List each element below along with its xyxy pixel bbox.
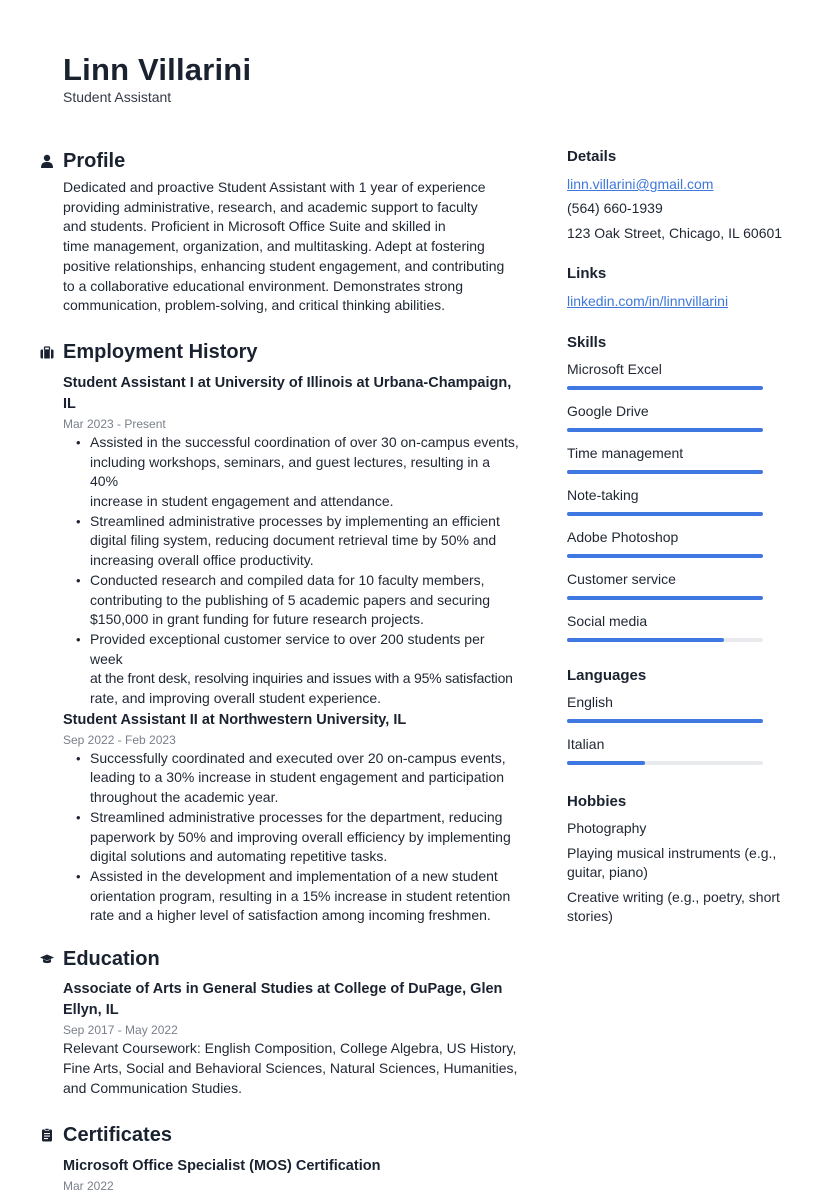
skill-bar <box>567 470 763 474</box>
education-entry <box>63 979 520 1098</box>
bullet-line: orientation program, resulting in a 15% increase in student retention <box>90 887 511 904</box>
profile-line: to a collaborative educational environment. Demonstrates strong <box>63 277 463 294</box>
skill-name: Time management <box>567 445 684 461</box>
language-bar <box>567 719 763 723</box>
skill-bar <box>567 554 763 558</box>
skill-bar-fill <box>567 596 763 600</box>
job-date: Mar 2023 - Present <box>63 416 166 431</box>
skill-item <box>567 528 793 558</box>
bullet-item <box>90 512 520 571</box>
profile-line: providing administrative, research, and academic support to faculty <box>63 198 478 215</box>
language-bar-fill <box>567 719 763 723</box>
job-title-line: IL <box>63 395 76 412</box>
languages-title: Languages <box>567 667 647 684</box>
profile-section <box>40 146 520 316</box>
bullet-line: • Provided exceptional customer service to over 200 students per week <box>90 630 485 667</box>
employment-heading <box>63 338 520 368</box>
language-bar-fill <box>567 761 645 765</box>
bullet-line: • Streamlined administrative processes by implementing an efficient <box>90 512 500 529</box>
briefcase-icon <box>40 346 54 360</box>
hobby-line: Playing musical instruments (e.g., <box>567 844 777 861</box>
hobbies-title: Hobbies <box>567 793 627 810</box>
profile-summary <box>63 178 520 316</box>
bullet-line: • Successfully coordinated and executed over 20 on-campus events, <box>90 749 506 766</box>
links-section <box>567 263 793 311</box>
bullet-line: increase in student engagement and attendance. <box>90 493 394 510</box>
job-title-line: Student Assistant II at Northwestern University, IL <box>63 711 407 728</box>
skill-name: Note-taking <box>567 487 639 503</box>
bullet-item <box>90 433 520 512</box>
certificates-section <box>40 1120 520 1195</box>
certificate-icon <box>40 1128 54 1142</box>
bullet-item <box>90 749 520 808</box>
hobby-line: Photography <box>567 820 647 836</box>
details-section <box>567 146 793 243</box>
candidate-name: Linn Villarini <box>63 52 252 87</box>
bullet-item <box>90 571 520 630</box>
hobby-line: stories) <box>567 908 613 924</box>
employment-section <box>40 338 520 926</box>
skill-item <box>567 570 793 600</box>
linkedin-link[interactable]: linkedin.com/in/linnvillarini <box>567 293 729 309</box>
profile-line: time management, organization, and multitasking. Adept at fostering <box>63 238 485 255</box>
job-date: Sep 2022 - Feb 2023 <box>63 732 176 747</box>
certificate-title: Microsoft Office Specialist (MOS) Certification <box>63 1158 381 1175</box>
job-title <box>63 710 520 731</box>
graduation-cap-icon <box>40 952 54 966</box>
skill-bar <box>567 596 763 600</box>
hobby-line: guitar, piano) <box>567 864 648 880</box>
education-description <box>63 1039 520 1098</box>
language-item <box>567 693 793 723</box>
skills-section <box>567 332 793 642</box>
bullet-line: • Assisted in the development and implementation of a new student <box>90 867 498 884</box>
bullet-line: • Assisted in the successful coordination of over 30 on-campus events, <box>90 433 519 450</box>
language-name: English <box>567 694 613 710</box>
main-column <box>40 146 520 1195</box>
skill-item <box>567 402 793 432</box>
hobby-line: Creative writing (e.g., poetry, short <box>567 888 780 905</box>
skill-bar <box>567 638 763 642</box>
language-name: Italian <box>567 736 605 752</box>
profile-line: communication, problem-solving, and critical thinking abilities. <box>63 297 446 314</box>
education-heading <box>63 944 520 974</box>
bullet-line: leading to a 30% increase in student engagement and participation <box>90 769 505 786</box>
bullet-line: including workshops, seminars, and guest lectures, resulting in a 40% <box>90 453 490 490</box>
skill-bar-fill <box>567 470 763 474</box>
skill-item <box>567 360 793 390</box>
language-bar <box>567 761 763 765</box>
links-title: Links <box>567 265 607 282</box>
skill-item <box>567 612 793 642</box>
education-line: and Communication Studies. <box>63 1079 242 1096</box>
job-bullets <box>63 749 520 926</box>
profile-title: Profile <box>63 149 126 172</box>
skills-list <box>567 360 793 642</box>
skill-name: Adobe Photoshop <box>567 529 679 545</box>
bullet-line: • Streamlined administrative processes for the department, reducing <box>90 808 503 825</box>
hobby-item <box>567 819 793 839</box>
skill-name: Customer service <box>567 571 676 587</box>
details-title: Details <box>567 148 617 165</box>
bullet-line: rate and a higher level of satisfaction among incoming freshmen. <box>90 907 491 924</box>
hobby-item <box>567 844 793 883</box>
employment-title: Employment History <box>63 341 258 364</box>
skill-item <box>567 486 793 516</box>
skill-bar-fill <box>567 512 763 516</box>
language-item <box>567 735 793 765</box>
job-title-line: Student Assistant I at University of Illinois at Urbana-Champaign, <box>63 374 512 391</box>
education-line: Relevant Coursework: English Composition, College Algebra, US History, <box>63 1040 517 1057</box>
bullet-item <box>90 808 520 867</box>
bullet-item <box>90 630 520 709</box>
bullet-line: digital solutions and automating repetitive tasks. <box>90 848 388 865</box>
hobbies-section <box>567 791 793 927</box>
skill-name: Social media <box>567 613 648 629</box>
education-date: Sep 2017 - May 2022 <box>63 1023 178 1038</box>
education-section <box>40 944 520 1098</box>
certificate-entry <box>63 1156 520 1195</box>
degree-title-line: Associate of Arts in General Studies at College of DuPage, Glen <box>63 981 503 998</box>
skill-name: Google Drive <box>567 403 649 419</box>
profile-heading <box>63 146 520 176</box>
bullet-item <box>90 867 520 926</box>
job-title <box>63 373 520 415</box>
bullet-line: digital filing system, reducing document retrieval time by 50% and <box>90 532 497 549</box>
bullet-line: at the front desk, resolving inquiries and issues with a 95% satisfaction <box>90 670 513 687</box>
certificates-heading <box>63 1120 520 1150</box>
candidate-title: Student Assistant <box>63 89 172 105</box>
sidebar-column <box>567 146 793 927</box>
resume-header <box>63 52 251 105</box>
skill-name: Microsoft Excel <box>567 361 662 377</box>
education-line: Fine Arts, Social and Behavioral Sciences, Natural Sciences, Humanities, <box>63 1059 518 1076</box>
job-bullets <box>63 433 520 709</box>
hobby-item <box>567 888 793 927</box>
bullet-line: • Conducted research and compiled data for 10 faculty members, <box>90 571 485 588</box>
bullet-line: paperwork by 50% and improving overall efficiency by implementing <box>90 828 511 845</box>
profile-line: positive relationships, enhancing student engagement, and contributing <box>63 257 505 274</box>
degree-title-line: Ellyn, IL <box>63 1002 119 1019</box>
skill-bar-fill <box>567 386 763 390</box>
education-title: Education <box>63 947 160 970</box>
certificate-date: Mar 2022 <box>63 1179 114 1194</box>
profile-line: Dedicated and proactive Student Assistant with 1 year of experience <box>63 179 486 195</box>
bullet-line: $150,000 in grant funding for future research projects. <box>90 611 424 628</box>
skill-bar <box>567 428 763 432</box>
job-entry <box>63 710 520 926</box>
degree-title <box>63 979 520 1021</box>
person-icon <box>40 154 54 168</box>
certificates-title: Certificates <box>63 1123 172 1146</box>
skill-bar-fill <box>567 554 763 558</box>
job-entry <box>63 373 520 709</box>
skill-item <box>567 444 793 474</box>
address: 123 Oak Street, Chicago, IL 60601 <box>567 224 783 241</box>
bullet-line: rate, and improving overall student experience. <box>90 690 382 707</box>
skill-bar-fill <box>567 428 763 432</box>
skill-bar-fill <box>567 638 724 642</box>
email-link[interactable]: linn.villarini@gmail.com <box>567 176 714 192</box>
bullet-line: increasing overall office productivity. <box>90 552 314 569</box>
skill-bar <box>567 512 763 516</box>
languages-section <box>567 665 793 765</box>
bullet-line: contributing to the publishing of 5 academic papers and securing <box>90 591 491 608</box>
bullet-line: throughout the academic year. <box>90 789 279 806</box>
skill-bar <box>567 386 763 390</box>
hobbies-list <box>567 819 793 927</box>
skills-title: Skills <box>567 334 607 351</box>
profile-line: and students. Proficient in Microsoft Office Suite and skilled in <box>63 218 446 235</box>
languages-list <box>567 693 793 765</box>
phone-number: (564) 660-1939 <box>567 200 663 216</box>
